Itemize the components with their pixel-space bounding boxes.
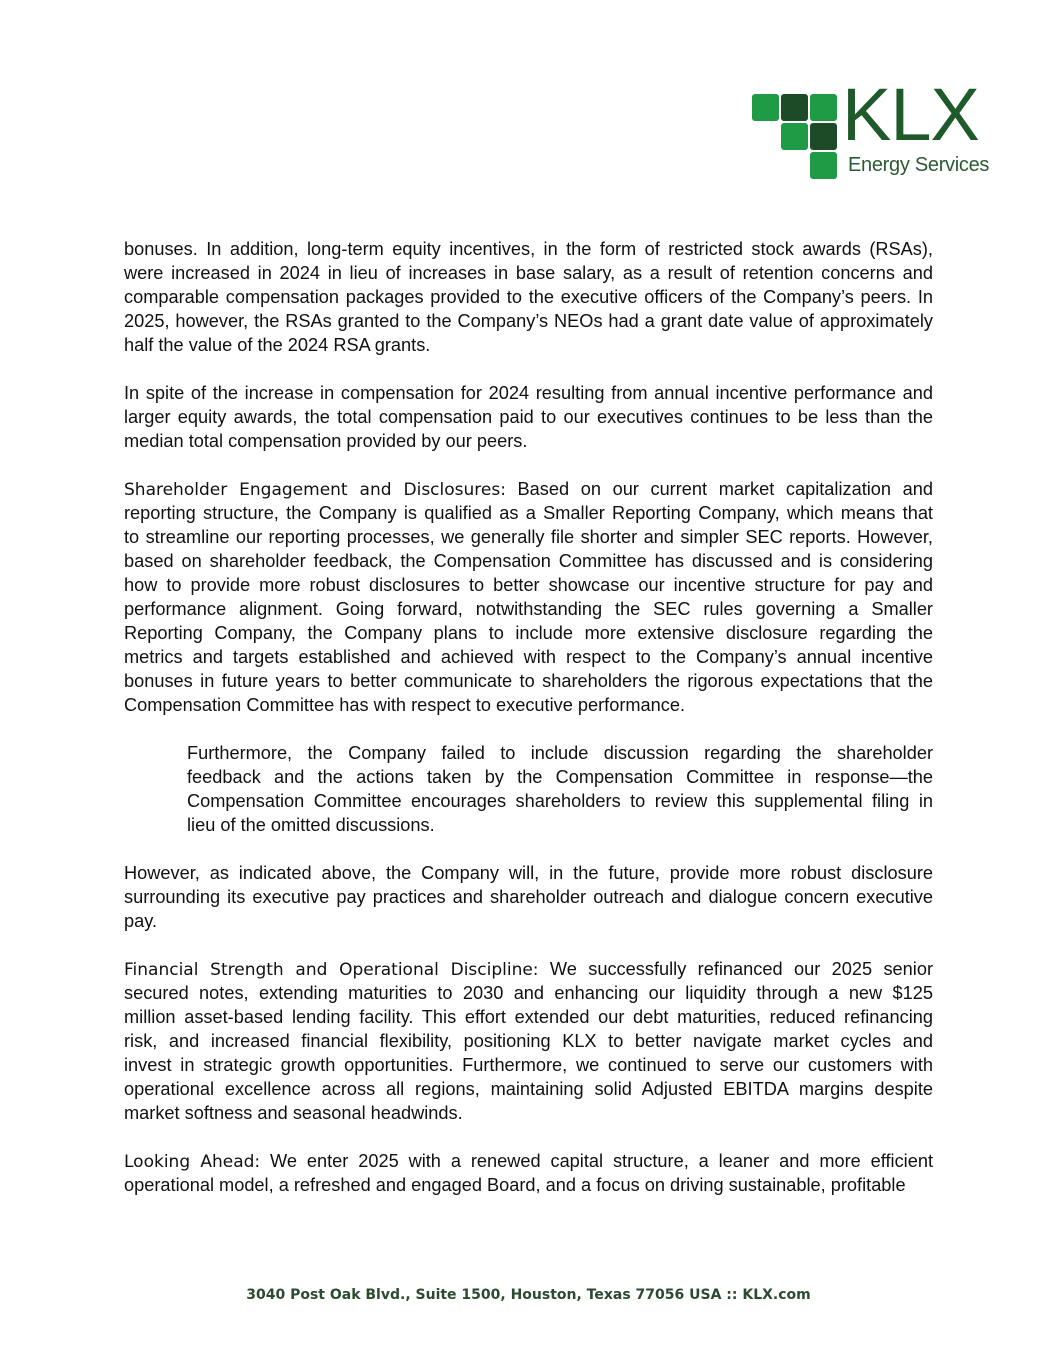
text-line: Furthermore, the Company failed to include discussion regarding the shareholder <box>187 743 933 763</box>
text-line: operational model, a refreshed and engaged Board, and a focus on driving sustainable, profitable <box>124 1175 906 1195</box>
text-line <box>124 957 933 981</box>
paragraph-heading: Financial Strength and Operational Discipline: <box>124 960 539 980</box>
logo-square <box>810 123 837 150</box>
text-line: Compensation Committee has with respect to executive performance. <box>124 695 686 715</box>
text-line: 2025, however, the RSAs granted to the Company’s NEOs had a grant date value of approximately <box>124 311 933 331</box>
logo-brand: KLX <box>842 73 979 156</box>
text-line: invest in strategic growth opportunities. Furthermore, we continued to serve our customers with <box>124 1055 933 1075</box>
text-line-content: We enter 2025 with a renewed capital structure, a leaner and more efficient <box>260 1151 934 1171</box>
text-line: In spite of the increase in compensation for 2024 resulting from annual incentive performance and <box>124 383 933 403</box>
text-line-content: Based on our current market capitalization and <box>505 479 933 499</box>
paragraph <box>124 477 933 717</box>
text-line: larger equity awards, the total compensation paid to our executives continues to be less than the <box>124 407 933 427</box>
footer-address: 3040 Post Oak Blvd., Suite 1500, Houston, Texas 77056 USA :: KLX.com <box>246 1287 811 1303</box>
text-line: Reporting Company, the Company plans to include more extensive disclosure regarding the <box>124 623 933 643</box>
text-line <box>124 477 933 501</box>
logo-square <box>781 94 808 121</box>
text-line: secured notes, extending maturities to 2030 and enhancing our liquidity through a new $125 <box>124 983 933 1003</box>
paragraph <box>187 741 933 837</box>
text-line: half the value of the 2024 RSA grants. <box>124 335 431 355</box>
logo-square <box>752 94 779 121</box>
text-line: bonuses in future years to better communicate to shareholders the rigorous expectations that the <box>124 671 933 691</box>
text-line: lieu of the omitted discussions. <box>187 815 435 835</box>
company-logo <box>750 73 1020 182</box>
document-body <box>124 237 933 1221</box>
text-line: were increased in 2024 in lieu of increases in base salary, as a result of retention concerns and <box>124 263 933 283</box>
text-line-content: We successfully refinanced our 2025 senior <box>538 959 933 979</box>
text-line: metrics and targets established and achieved with respect to the Company’s annual incentive <box>124 647 933 667</box>
logo-square <box>810 94 837 121</box>
text-line: bonuses. In addition, long-term equity incentives, in the form of restricted stock awards (RSAs), <box>124 239 933 259</box>
paragraph-heading: Shareholder Engagement and Disclosures: <box>124 480 506 500</box>
text-line: market softness and seasonal headwinds. <box>124 1103 463 1123</box>
text-line: based on shareholder feedback, the Compensation Committee has discussed and is considering <box>124 551 933 571</box>
logo-square <box>781 123 808 150</box>
text-line: surrounding its executive pay practices and shareholder outreach and dialogue concern executive <box>124 887 933 907</box>
text-line: median total compensation provided by our peers. <box>124 431 528 451</box>
paragraph <box>124 381 933 453</box>
text-line: operational excellence across all regions, maintaining solid Adjusted EBITDA margins despite <box>124 1079 933 1099</box>
text-line: comparable compensation packages provided to the executive officers of the Company’s peers. In <box>124 287 933 307</box>
paragraph <box>124 861 933 933</box>
text-line: feedback and the actions taken by the Compensation Committee in response—the <box>187 767 933 787</box>
paragraph <box>124 957 933 1125</box>
text-line: performance alignment. Going forward, notwithstanding the SEC rules governing a Smaller <box>124 599 933 619</box>
text-line: to streamline our reporting processes, we generally file shorter and simpler SEC reports. However, <box>124 527 933 547</box>
text-line: pay. <box>124 911 158 931</box>
text-line: how to provide more robust disclosures to better showcase our incentive structure for pay and <box>124 575 933 595</box>
text-line: risk, and increased financial flexibility, positioning KLX to better navigate market cycles and <box>124 1031 933 1051</box>
paragraph-heading: Looking Ahead: <box>124 1152 261 1172</box>
text-line <box>124 1149 933 1173</box>
text-line: However, as indicated above, the Company will, in the future, provide more robust disclosure <box>124 863 933 883</box>
logo-square <box>810 152 837 179</box>
text-line: Compensation Committee encourages shareholders to review this supplemental filing in <box>187 791 933 811</box>
paragraph <box>124 1149 933 1197</box>
logo-subtitle: Energy Services <box>848 154 990 176</box>
text-line: reporting structure, the Company is qualified as a Smaller Reporting Company, which means that <box>124 503 933 523</box>
text-line: million asset-based lending facility. This effort extended our debt maturities, reduced refinancing <box>124 1007 933 1027</box>
paragraph <box>124 237 933 357</box>
